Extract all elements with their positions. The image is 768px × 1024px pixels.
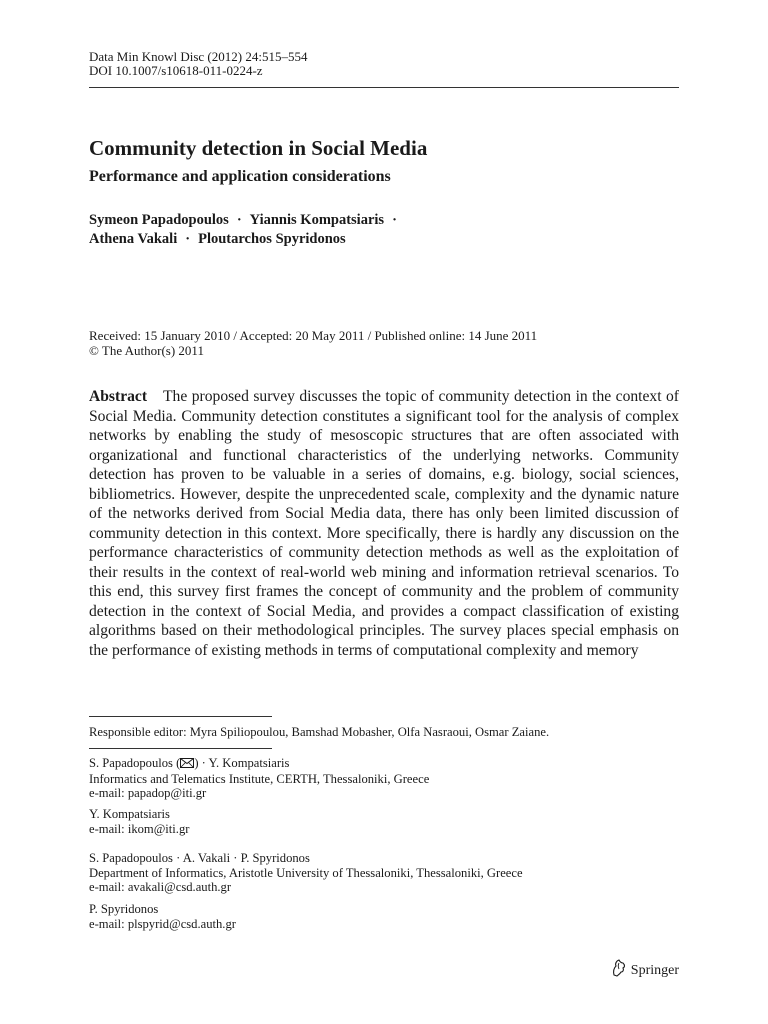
affiliation-names: S. Papadopoulos · A. Vakali · P. Spyridonos (89, 851, 310, 865)
affiliation-names: S. Papadopoulos ( ) · Y. Kompatsiaris (89, 756, 290, 770)
journal-doi: DOI 10.1007/s10618-011-0224-z (89, 63, 263, 78)
author-line-2 (89, 231, 346, 248)
author-name: Yiannis Kompatsiaris (249, 212, 385, 228)
envelope-icon (180, 757, 194, 772)
affiliation-block (89, 851, 523, 895)
affiliation-email: e-mail: papadop@iti.gr (89, 786, 207, 800)
footnote-rule (89, 716, 272, 717)
affiliation-block (89, 807, 189, 836)
article-title: Community detection in Social Media (89, 136, 428, 160)
affiliation-names: P. Spyridonos (89, 902, 159, 916)
abstract-label: Abstract (89, 388, 148, 405)
responsible-editor-note: Responsible editor: Myra Spiliopoulou, Bamshad Mobasher, Olfa Nasraoui, Osmar Zaiane. (89, 725, 550, 739)
publisher-logo (611, 959, 679, 982)
abstract-paragraph (89, 387, 679, 660)
springer-horse-icon (611, 959, 627, 982)
copyright-notice: © The Author(s) 2011 (89, 343, 204, 358)
footnote-rule (89, 748, 272, 749)
affiliation-names: Y. Kompatsiaris (89, 807, 170, 821)
author-name: Symeon Papadopoulos (89, 212, 229, 228)
publication-history: Received: 15 January 2010 / Accepted: 20 May 2011 / Published online: 14 June 2011 (89, 328, 538, 343)
article-subtitle: Performance and application considerations (89, 168, 391, 185)
affiliation-block (89, 902, 236, 931)
author-separator: · (236, 212, 242, 228)
affiliation-block (89, 756, 429, 801)
author-name: Ploutarchos Spyridonos (198, 231, 346, 247)
affiliation-institution: Informatics and Telematics Institute, CERTH, Thessaloniki, Greece (89, 771, 430, 786)
affiliation-email: e-mail: ikom@iti.gr (89, 821, 190, 836)
publisher-name: Springer (630, 962, 679, 978)
paper-page (89, 0, 679, 1024)
affiliation-institution: Department of Informatics, Aristotle University of Thessaloniki, Thessaloniki, Greece (89, 865, 523, 880)
journal-citation: Data Min Knowl Disc (2012) 24:515–554 (89, 49, 308, 64)
affiliation-email: e-mail: plspyrid@csd.auth.gr (89, 916, 236, 931)
author-separator: · (185, 231, 191, 247)
header-rule (89, 87, 679, 88)
affiliation-email: e-mail: avakali@csd.auth.gr (89, 880, 232, 894)
author-line-1 (89, 212, 405, 229)
author-name: Athena Vakali (89, 231, 178, 247)
abstract-text: The proposed survey discusses the topic of community detection in the context of Social Media. Community detection constitutes a significant tool for the analysis of complex networks by enabling the study of mesoscopic structures that are often associated with organizational and functional characteristics of the underlying networks. Community detection has proven to be valuable in a series of domains, e.g. biology, social sciences, bibliometrics. However, despite the unprecedented scale, complexity and the dynamic nature of the networks derived from Social Media data, there has only been limited discussion of community detection in this context. More specifically, there is hardly any discussion on the performance characteristics of community detection methods as well as the exploitation of their results in the context of real-world web mining and information retrieval scenarios. To this end, this survey first frames the concept of community and the problem of community detection in the context of Social Media, and provides a compact classification of existing algorithms based on their methodological principles. The survey places special emphasis on the performance of existing methods in terms of computational complexity and memory (89, 388, 679, 659)
author-separator: · (392, 212, 397, 228)
